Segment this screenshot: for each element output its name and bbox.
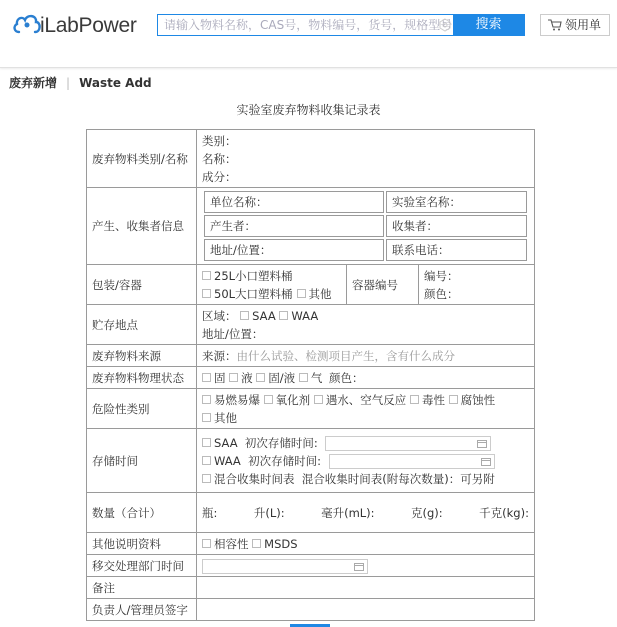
- mixed-time-line: 混合收集时间表 混合收集时间表(附每次数量)：可另附: [202, 470, 529, 488]
- calendar-icon[interactable]: [481, 457, 491, 466]
- breadcrumb: [9, 74, 152, 91]
- cell-hazard[interactable]: 易燃易爆 氧化剂 遇水、空气反应 毒性 腐蚀性 其他: [197, 389, 535, 429]
- row-source: [87, 345, 535, 367]
- qty-kg: 千克(kg):: [479, 505, 529, 520]
- row-other-docs: [87, 533, 535, 555]
- package-option-other: 其他: [308, 286, 332, 301]
- checkbox[interactable]: [410, 395, 419, 404]
- checkbox[interactable]: [202, 395, 211, 404]
- cell-category[interactable]: [197, 130, 535, 188]
- requisition-cart-button[interactable]: [540, 14, 610, 36]
- producer-address: 地址/位置：: [204, 239, 384, 261]
- label-signature: 负责人/管理员签字: [87, 599, 197, 621]
- label-category: 废弃物料类别/名称: [87, 130, 197, 188]
- category-type: 类别：: [202, 133, 237, 148]
- checkbox[interactable]: [202, 373, 211, 382]
- label-remark: 备注: [87, 577, 197, 599]
- unit-name: 单位名称：: [204, 191, 384, 213]
- label-other-docs: 其他说明资料: [87, 533, 197, 555]
- checkbox[interactable]: [449, 395, 458, 404]
- breadcrumb-separator: |: [66, 76, 71, 90]
- checkbox[interactable]: [297, 289, 306, 298]
- checkbox[interactable]: [256, 373, 265, 382]
- clear-icon[interactable]: [438, 18, 452, 32]
- checkbox[interactable]: [202, 413, 211, 422]
- checkbox-msds[interactable]: [252, 539, 261, 548]
- row-transfer-time: [87, 555, 535, 577]
- row-quantity: [87, 493, 535, 533]
- checkbox-saa[interactable]: [240, 311, 249, 320]
- row-package: [87, 265, 535, 305]
- cell-producer[interactable]: [197, 188, 535, 265]
- cell-package-options: [197, 265, 347, 305]
- label-package: 包装/容器: [87, 265, 197, 305]
- storage-address: 地址/位置：: [202, 326, 264, 341]
- qty-liter: 升(L):: [253, 505, 285, 520]
- checkbox-mixed[interactable]: [202, 474, 211, 483]
- package-option-50l[interactable]: 50L大口塑料桶 其他: [202, 285, 341, 303]
- qty-bottle: 瓶:: [202, 505, 218, 520]
- label-storage-place: 贮存地点: [87, 305, 197, 345]
- cloud-logo-icon: [12, 12, 42, 36]
- checkbox[interactable]: [299, 373, 308, 382]
- checkbox[interactable]: [264, 395, 273, 404]
- transfer-date-input[interactable]: [202, 559, 368, 574]
- label-state: 废弃物料物理状态: [87, 367, 197, 389]
- category-composition: 成分：: [202, 169, 237, 184]
- label-source: 废弃物料来源: [87, 345, 197, 367]
- checkbox-compatibility[interactable]: [202, 539, 211, 548]
- saa-time-line: SAA 初次存储时间:: [202, 434, 529, 452]
- checkbox[interactable]: [202, 289, 211, 298]
- producer-phone: 联系电话：: [386, 239, 527, 261]
- row-hazard: [87, 389, 535, 429]
- cell-storage-place[interactable]: 区域： SAA WAA 地址/位置：: [197, 305, 535, 345]
- label-hazard: 危险性类别: [87, 389, 197, 429]
- form-title: 实验室废弃物料收集记录表: [236, 103, 381, 117]
- cell-signature[interactable]: [197, 599, 535, 621]
- cell-quantity[interactable]: [197, 493, 535, 533]
- cell-container[interactable]: [419, 265, 535, 305]
- checkbox[interactable]: [202, 271, 211, 280]
- waa-date-input[interactable]: [329, 454, 495, 469]
- saa-date-input[interactable]: [325, 436, 491, 451]
- cell-transfer-time: [197, 555, 535, 577]
- calendar-icon[interactable]: [477, 439, 487, 448]
- collector-name: 收集者：: [386, 215, 527, 237]
- cart-icon: [548, 19, 562, 31]
- qty-gram: 克(g):: [411, 505, 443, 520]
- checkbox-saa[interactable]: [202, 438, 211, 447]
- label-storage-time: 存储时间: [87, 429, 197, 493]
- waste-record-table: [86, 129, 535, 621]
- breadcrumb-cn: 废弃新增: [9, 76, 58, 90]
- top-header: [0, 0, 617, 68]
- source-hint: 由什么试验、检测项目产生，含有什么成分: [236, 348, 455, 363]
- checkbox[interactable]: [229, 373, 238, 382]
- row-category: [87, 130, 535, 188]
- producer-grid: [202, 189, 529, 263]
- cell-source[interactable]: 来源：由什么试验、检测项目产生，含有什么成分: [197, 345, 535, 367]
- state-color: 颜色：: [329, 370, 364, 385]
- search-input[interactable]: [158, 15, 454, 35]
- qty-ml: 毫升(mL):: [321, 505, 375, 520]
- label-transfer-time: 移交处理部门时间: [87, 555, 197, 577]
- checkbox[interactable]: [314, 395, 323, 404]
- container-number: 编号：: [424, 268, 459, 283]
- area-label: 区域：: [202, 308, 237, 323]
- row-producer: [87, 188, 535, 265]
- logo[interactable]: [12, 10, 142, 40]
- breadcrumb-en: Waste Add: [79, 76, 152, 90]
- package-option-25l[interactable]: 25L小口塑料桶: [202, 267, 341, 285]
- row-storage-time: [87, 429, 535, 493]
- row-signature: [87, 599, 535, 621]
- cart-label: 领用单: [565, 18, 602, 32]
- checkbox-waa[interactable]: [279, 311, 288, 320]
- search-button[interactable]: 搜索: [453, 14, 524, 36]
- calendar-icon[interactable]: [354, 562, 364, 571]
- label-container-number: 容器编号: [347, 265, 419, 305]
- container-color: 颜色：: [424, 286, 459, 301]
- label-quantity: 数量（合计）: [87, 493, 197, 533]
- label-producer: 产生、收集者信息: [87, 188, 197, 265]
- row-storage-place: [87, 305, 535, 345]
- producer-name: 产生者：: [204, 215, 384, 237]
- cell-storage-time: [197, 429, 535, 493]
- cell-other-docs[interactable]: 相容性 MSDS: [197, 533, 535, 555]
- checkbox-waa[interactable]: [202, 456, 211, 465]
- waa-time-line: WAA 初次存储时间:: [202, 452, 529, 470]
- cell-remark[interactable]: [197, 577, 535, 599]
- row-remark: [87, 577, 535, 599]
- lab-name: 实验室名称：: [386, 191, 527, 213]
- row-state: [87, 367, 535, 389]
- logo-text: iLabPower: [40, 14, 137, 37]
- search-box: [157, 14, 525, 36]
- cell-state[interactable]: 固 液 固/液 气 颜色：: [197, 367, 535, 389]
- category-name: 名称：: [202, 151, 237, 166]
